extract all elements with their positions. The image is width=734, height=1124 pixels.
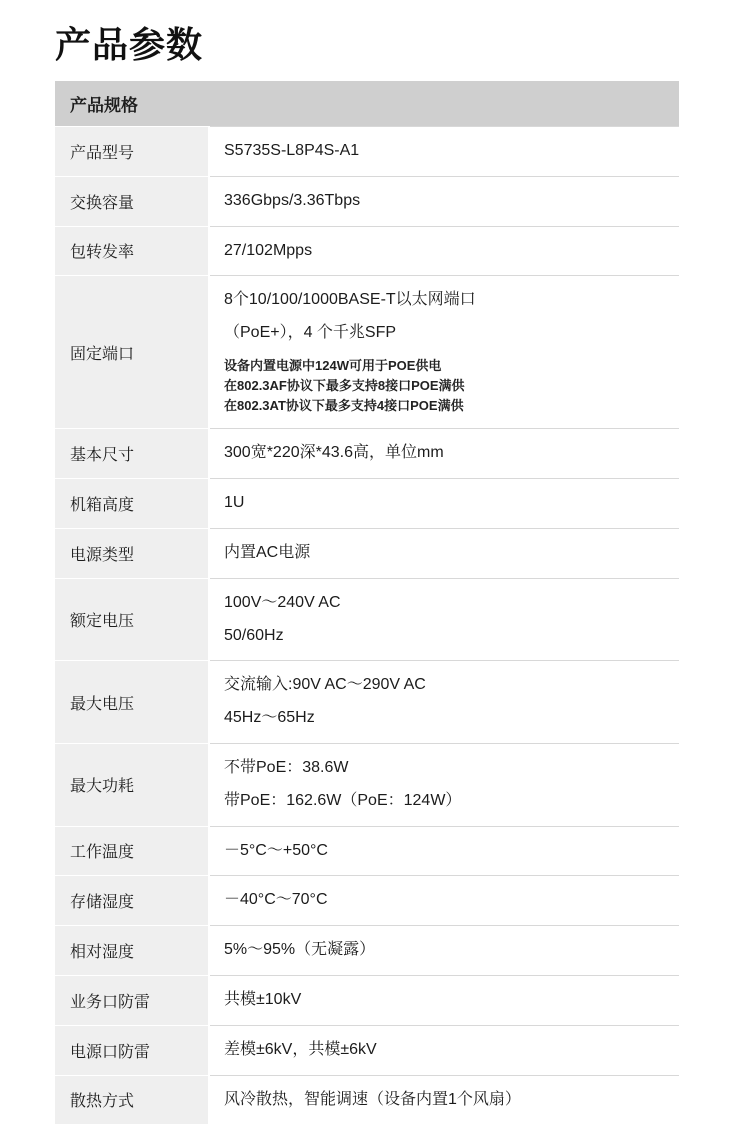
- spec-label: 最大功耗: [55, 743, 209, 826]
- spec-value: [209, 975, 679, 1025]
- spec-label: 电源口防雷: [55, 1025, 209, 1075]
- spec-value: [209, 176, 679, 226]
- spec-value-line: 100V～240V AC: [224, 593, 341, 611]
- spec-value: [209, 529, 679, 579]
- table-row: [55, 226, 679, 276]
- spec-value: [209, 826, 679, 876]
- spec-label: 额定电压: [55, 578, 209, 661]
- table-row: [55, 826, 679, 876]
- spec-value-note: 设备内置电源中124W可用于POE供电: [224, 357, 442, 373]
- spec-label: 基本尺寸: [55, 429, 209, 479]
- spec-value-notes: [224, 356, 671, 416]
- table-row: [55, 429, 679, 479]
- spec-value: [209, 127, 679, 177]
- spec-value-line: 交流输入:90V AC～290V AC: [224, 676, 426, 694]
- spec-value: [209, 276, 679, 429]
- spec-value-line: 内置AC电源: [224, 544, 311, 561]
- spec-value: [209, 1025, 679, 1075]
- spec-value: [209, 578, 679, 661]
- table-row: [55, 529, 679, 579]
- spec-label: 产品型号: [55, 127, 209, 177]
- spec-label: 最大电压: [55, 661, 209, 744]
- spec-section-header-label: 产品规格: [55, 81, 679, 127]
- table-row: [55, 479, 679, 529]
- spec-value-line: 共模±10kV: [224, 990, 302, 1008]
- spec-value: [209, 876, 679, 926]
- page-title: 产品参数: [55, 24, 204, 65]
- spec-value: [209, 226, 679, 276]
- spec-table-body: [55, 81, 679, 1124]
- spec-label: 相对湿度: [55, 926, 209, 976]
- spec-value: [209, 479, 679, 529]
- spec-value-line: （PoE+），4 个千兆SFP: [224, 324, 397, 342]
- spec-value-line: 8个10/100/1000BASE-T以太网端口: [224, 291, 476, 309]
- spec-value-note: 在802.3AT协议下最多支持4接口POE满供: [224, 398, 464, 414]
- table-row: [55, 661, 679, 744]
- table-row: [55, 176, 679, 226]
- spec-value: [209, 743, 679, 826]
- spec-value-line: 不带PoE：38.6W: [224, 758, 349, 776]
- spec-value-line: 带PoE：162.6W（PoE：124W）: [224, 791, 462, 809]
- table-row: [55, 743, 679, 826]
- spec-value-line: S5735S-L8P4S-A1: [224, 142, 360, 159]
- spec-value-line: 50/60Hz: [224, 626, 284, 644]
- spec-label: 包转发率: [55, 226, 209, 276]
- table-row: [55, 876, 679, 926]
- spec-value: [209, 661, 679, 744]
- spec-section-header-row: [55, 81, 679, 127]
- spec-label: 机箱高度: [55, 479, 209, 529]
- table-row: [55, 276, 679, 429]
- spec-label: 业务口防雷: [55, 975, 209, 1025]
- spec-label: 固定端口: [55, 276, 209, 429]
- spec-label: 电源类型: [55, 529, 209, 579]
- spec-value-line: －40°C～70°C: [224, 891, 328, 909]
- spec-value-line: 300宽*220深*43.6高，单位mm: [224, 444, 444, 462]
- spec-value-line: 27/102Mpps: [224, 241, 313, 259]
- spec-value-line: 45Hz～65Hz: [224, 709, 315, 727]
- table-row: [55, 127, 679, 177]
- table-row: [55, 1025, 679, 1075]
- spec-value-line: 风冷散热，智能调速（设备内置1个风扇）: [224, 1090, 521, 1108]
- table-row: [55, 578, 679, 661]
- spec-value-line: 1U: [224, 494, 245, 512]
- spec-label: 存储湿度: [55, 876, 209, 926]
- spec-value: [209, 926, 679, 976]
- spec-label: 散热方式: [55, 1075, 209, 1124]
- spec-label: 交换容量: [55, 176, 209, 226]
- table-row: [55, 975, 679, 1025]
- spec-label: 工作温度: [55, 826, 209, 876]
- spec-value-note: 在802.3AF协议下最多支持8接口POE满供: [224, 378, 465, 394]
- spec-value: [209, 429, 679, 479]
- spec-value-line: 5%～95%（无凝露）: [224, 941, 376, 959]
- table-row: [55, 926, 679, 976]
- spec-value-line: －5°C～+50°C: [224, 841, 328, 859]
- spec-value-line: 差模±6kV，共模±6kV: [224, 1040, 377, 1058]
- product-specifications-table: [55, 81, 679, 1124]
- spec-value-line: 336Gbps/3.36Tbps: [224, 191, 361, 209]
